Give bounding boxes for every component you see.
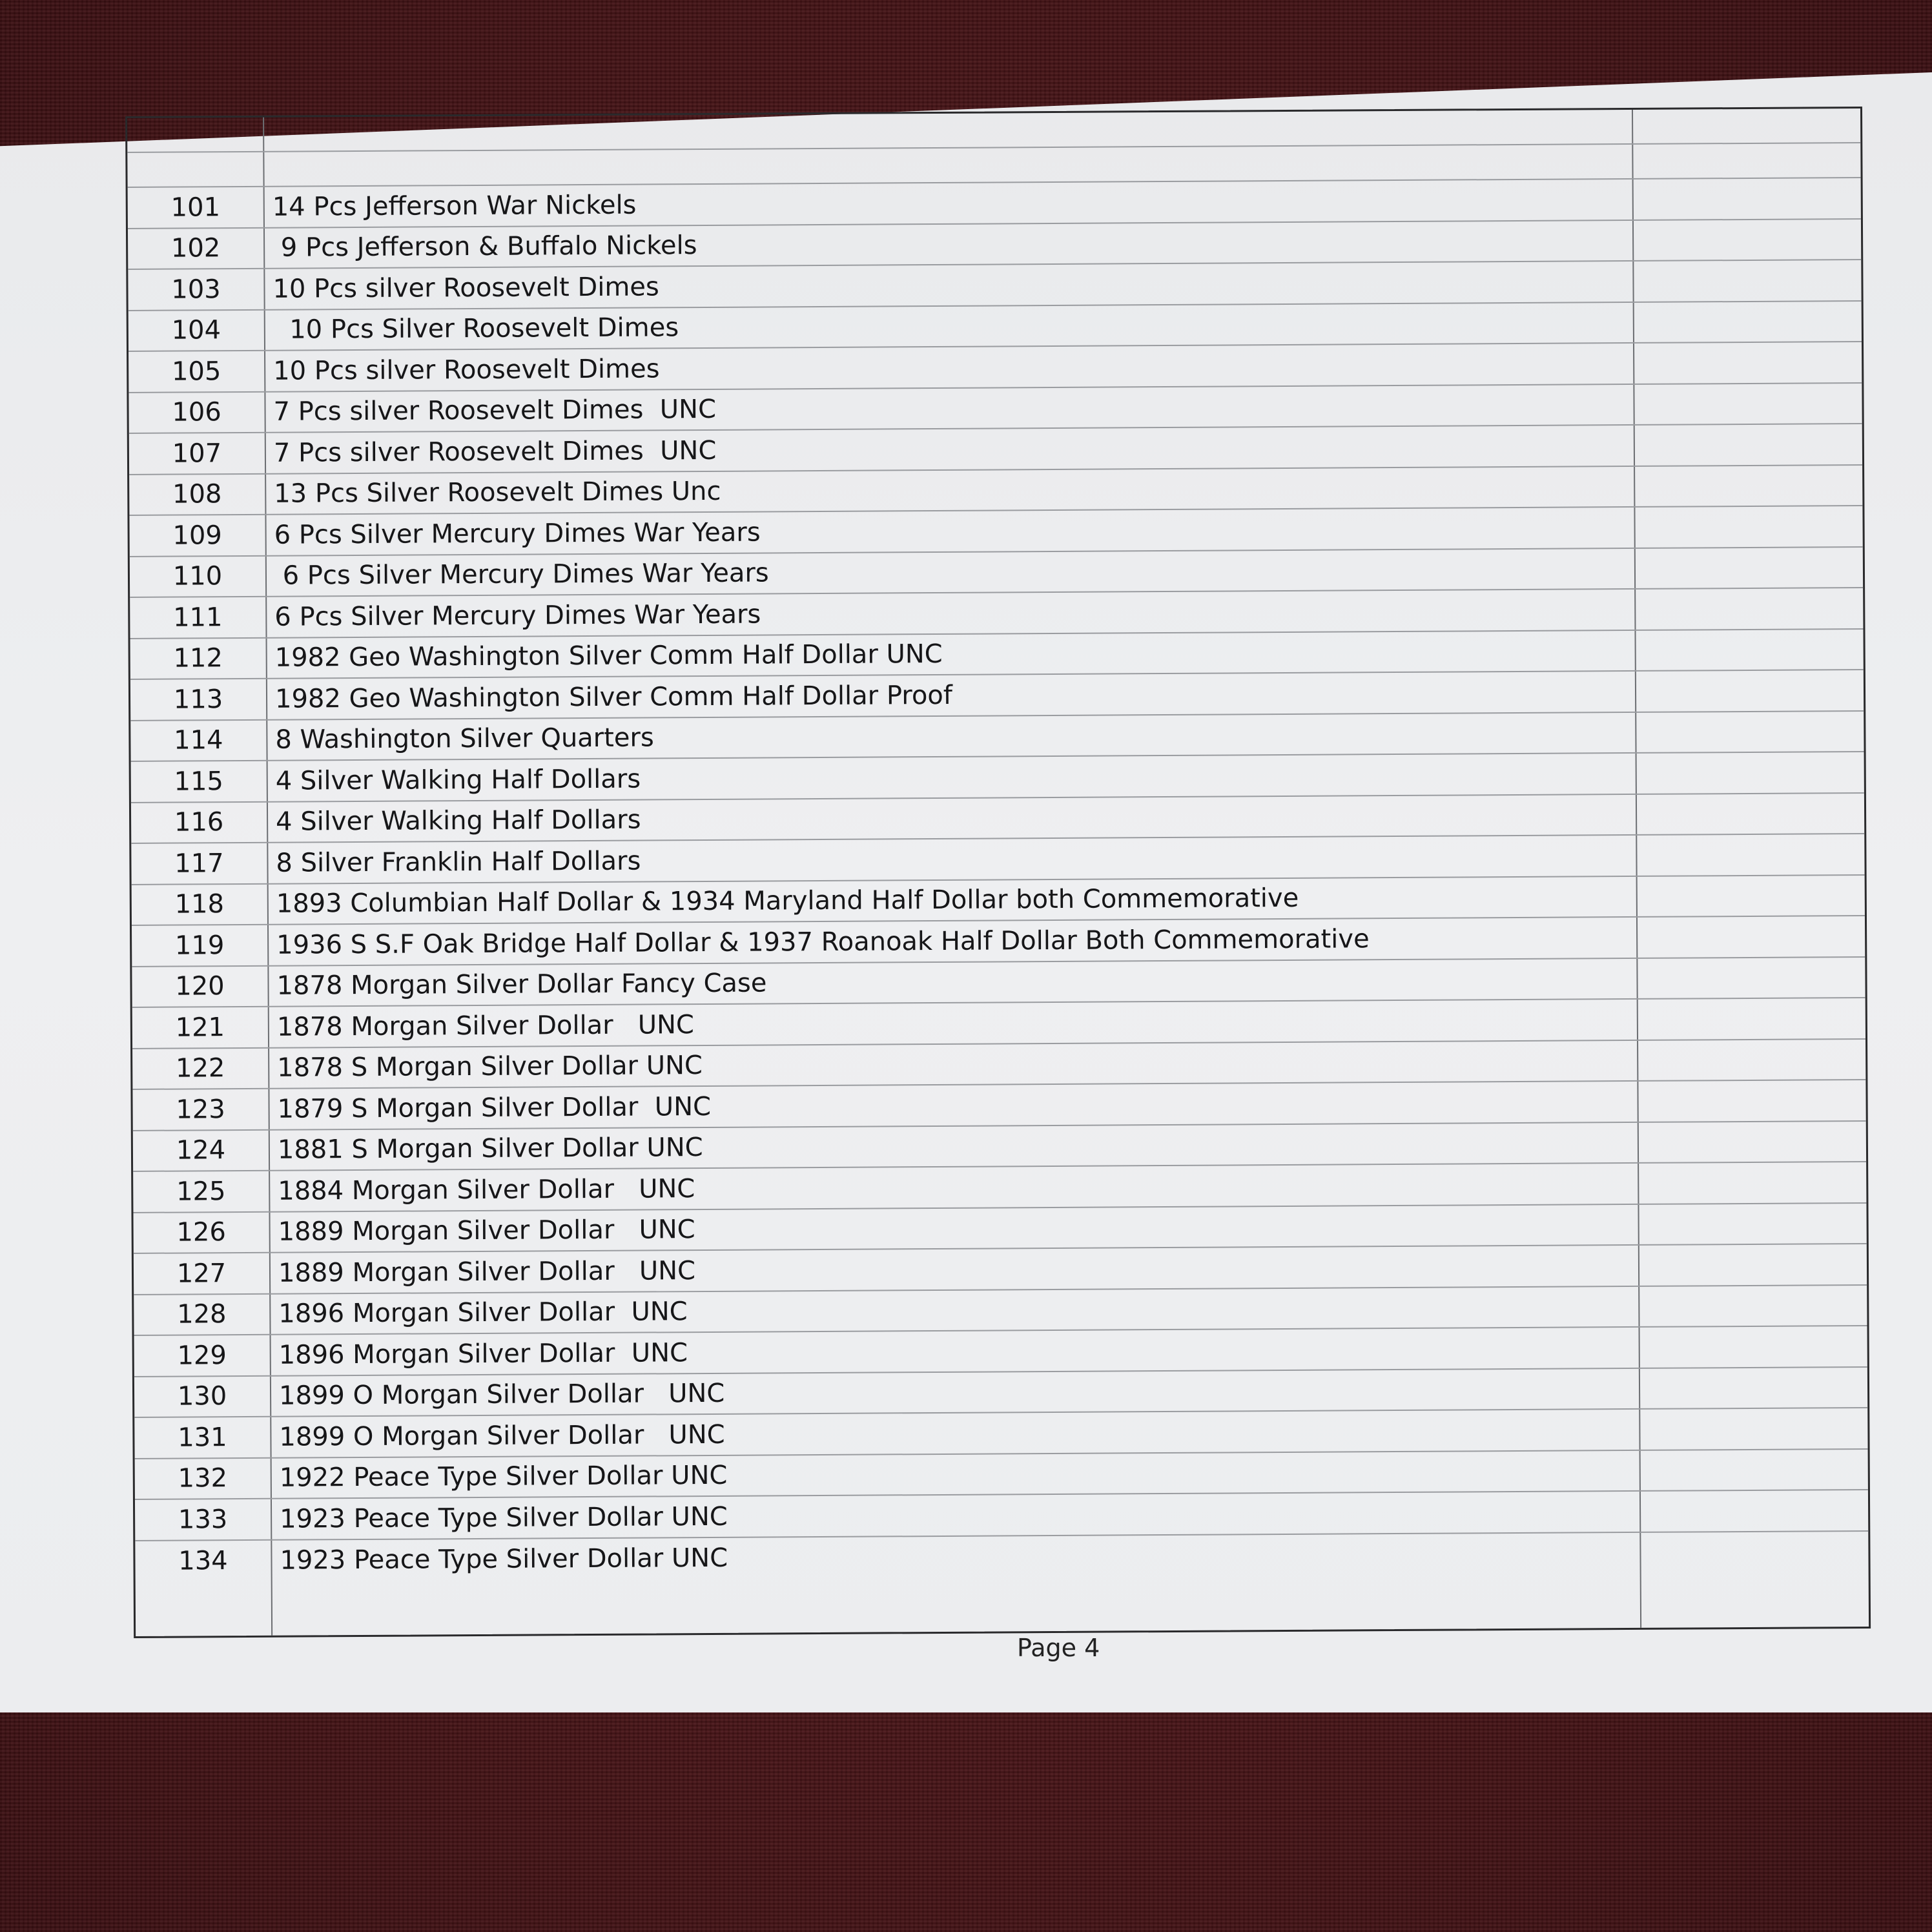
lot-description: 1923 Peace Type Silver Dollar UNC bbox=[280, 1501, 728, 1534]
lot-number: 128 bbox=[177, 1299, 227, 1330]
lot-description: 8 Silver Franklin Half Dollars bbox=[276, 846, 641, 878]
lot-description: 1893 Columbian Half Dollar & 1934 Maryland Half Dollar both Commemorative bbox=[276, 883, 1299, 919]
lot-description: 1923 Peace Type Silver Dollar UNC bbox=[280, 1543, 728, 1576]
lot-number: 127 bbox=[176, 1258, 227, 1289]
lot-number: 117 bbox=[174, 848, 224, 879]
lot-description: 1884 Morgan Silver Dollar UNC bbox=[278, 1173, 695, 1206]
lot-number: 119 bbox=[174, 930, 225, 961]
lot-description: 1982 Geo Washington Silver Comm Half Dollar Proof bbox=[274, 680, 953, 714]
page-number: Page 4 bbox=[1017, 1634, 1100, 1662]
lot-number: 110 bbox=[172, 561, 223, 591]
lot-description: 1879 S Morgan Silver Dollar UNC bbox=[277, 1091, 712, 1124]
lot-description: 1878 Morgan Silver Dollar Fancy Case bbox=[276, 968, 767, 1001]
lot-description: 1899 O Morgan Silver Dollar UNC bbox=[278, 1379, 725, 1411]
table-row bbox=[135, 1531, 1868, 1581]
lot-description: 1878 S Morgan Silver Dollar UNC bbox=[277, 1051, 703, 1083]
lot-description: 1982 Geo Washington Silver Comm Half Dollar UNC bbox=[274, 639, 943, 673]
lot-number: 118 bbox=[174, 889, 225, 920]
lot-number: 121 bbox=[175, 1012, 225, 1043]
lot-description: 1881 S Morgan Silver Dollar UNC bbox=[277, 1133, 703, 1165]
lot-description: 14 Pcs Jefferson War Nickels bbox=[272, 190, 637, 222]
lot-number: 123 bbox=[176, 1094, 225, 1125]
lot-description: 6 Pcs Silver Mercury Dimes War Years bbox=[274, 558, 769, 591]
lot-description: 4 Silver Walking Half Dollars bbox=[275, 805, 641, 837]
lot-description: 10 Pcs silver Roosevelt Dimes bbox=[272, 272, 659, 304]
lot-number: 115 bbox=[174, 766, 224, 797]
lot-description: 8 Washington Silver Quarters bbox=[275, 723, 654, 755]
lot-number: 111 bbox=[173, 602, 223, 633]
lot-description: 1922 Peace Type Silver Dollar UNC bbox=[279, 1461, 728, 1493]
lot-description: 1889 Morgan Silver Dollar UNC bbox=[278, 1255, 696, 1288]
lot-description: 7 Pcs silver Roosevelt Dimes UNC bbox=[273, 435, 717, 468]
lot-description: 10 Pcs silver Roosevelt Dimes bbox=[273, 354, 660, 386]
lot-description: 1889 Morgan Silver Dollar UNC bbox=[278, 1215, 695, 1247]
lot-number: 134 bbox=[178, 1546, 228, 1576]
lot-table bbox=[125, 107, 1871, 1638]
lot-number: 102 bbox=[170, 233, 221, 263]
lot-number: 108 bbox=[172, 479, 222, 509]
lot-number: 104 bbox=[171, 315, 221, 345]
lot-description: 1896 Morgan Silver Dollar UNC bbox=[278, 1337, 688, 1370]
lot-number: 131 bbox=[178, 1422, 227, 1453]
lot-number: 105 bbox=[171, 356, 221, 387]
lot-number: 133 bbox=[178, 1504, 228, 1535]
lot-number: 120 bbox=[175, 971, 225, 1002]
lot-description: 13 Pcs Silver Roosevelt Dimes Unc bbox=[274, 477, 721, 509]
lot-description: 10 Pcs Silver Roosevelt Dimes bbox=[272, 313, 679, 345]
lot-number: 106 bbox=[172, 397, 221, 427]
lot-description: 6 Pcs Silver Mercury Dimes War Years bbox=[274, 517, 761, 550]
lot-number: 107 bbox=[172, 438, 222, 469]
lot-number: 129 bbox=[177, 1340, 227, 1371]
lot-number: 109 bbox=[172, 520, 222, 551]
lot-number: 130 bbox=[177, 1381, 227, 1412]
lot-number: 124 bbox=[176, 1135, 226, 1166]
lot-description: 4 Silver Walking Half Dollars bbox=[275, 764, 641, 796]
lot-number: 114 bbox=[174, 725, 223, 755]
lot-number: 113 bbox=[173, 684, 223, 715]
lot-number: 112 bbox=[173, 643, 223, 673]
lot-description: 1878 Morgan Silver Dollar UNC bbox=[276, 1009, 694, 1042]
lot-description: 6 Pcs Silver Mercury Dimes War Years bbox=[274, 599, 761, 632]
lot-description: 1899 O Morgan Silver Dollar UNC bbox=[279, 1419, 725, 1452]
lot-number: 101 bbox=[170, 192, 221, 223]
lot-description: 1896 Morgan Silver Dollar UNC bbox=[278, 1297, 688, 1329]
lot-number: 103 bbox=[171, 274, 221, 305]
lot-number: 125 bbox=[176, 1176, 226, 1207]
lot-rows bbox=[128, 178, 1869, 1582]
lot-number: 116 bbox=[174, 807, 224, 838]
lot-description: 7 Pcs silver Roosevelt Dimes UNC bbox=[273, 395, 717, 427]
lot-number: 126 bbox=[176, 1217, 226, 1248]
lot-number: 132 bbox=[178, 1463, 228, 1494]
lot-description: 9 Pcs Jefferson & Buffalo Nickels bbox=[272, 231, 697, 263]
lot-number: 122 bbox=[175, 1053, 225, 1084]
lot-description: 1936 S S.F Oak Bridge Half Dollar & 1937 Roanoak Half Dollar Both Commemorative bbox=[276, 924, 1370, 960]
